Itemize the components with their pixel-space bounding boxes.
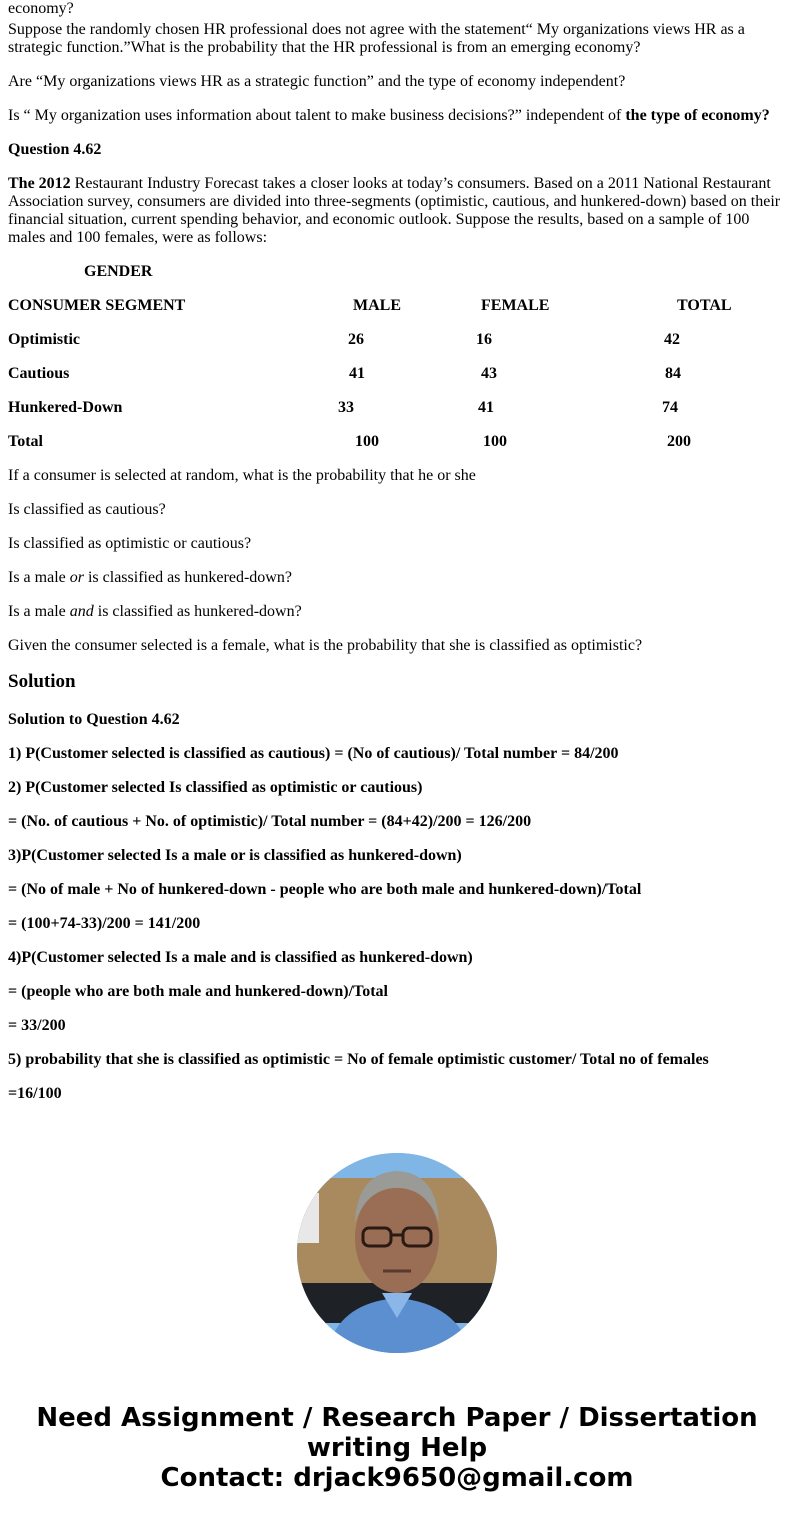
- solution-text: 3)P(Customer selected Is a male or is classified as hunkered-down): [8, 847, 462, 864]
- cell: 100: [483, 433, 507, 450]
- col-header: MALE: [353, 297, 401, 314]
- paragraph: If a consumer is selected at random, what is the probability that he or she: [8, 467, 476, 484]
- solution-text: Solution to Question 4.62: [8, 711, 180, 728]
- cell: Hunkered-Down: [8, 399, 123, 416]
- solution-line: [8, 847, 784, 865]
- cell: 33: [338, 399, 354, 416]
- cell: 84: [665, 365, 681, 382]
- solution-text: =16/100: [8, 1085, 62, 1102]
- gender-header: GENDER: [84, 263, 153, 280]
- paragraph: Given the consumer selected is a female, what is the probability that she is classified as optimistic?: [8, 637, 643, 654]
- cell: 42: [664, 331, 680, 348]
- footer-line: Need Assignment / Research Paper / Dissertation: [36, 1403, 758, 1433]
- solution-line: [8, 813, 784, 831]
- paragraph: Suppose the randomly chosen HR professional does not agree with the statement“ My organizations views HR as a strategic function.”What is the probability that the HR professional is from an emerging economy?: [8, 21, 745, 56]
- solution-text: 4)P(Customer selected Is a male and is classified as hunkered-down): [8, 949, 473, 966]
- cell: 41: [349, 365, 365, 382]
- solution-text: = (No. of cautious + No. of optimistic)/ Total number = (84+42)/200 = 126/200: [8, 813, 532, 830]
- cell: 74: [662, 399, 678, 416]
- footer-contact: Contact: drjack9650@gmail.com: [160, 1463, 634, 1493]
- solution-line: [8, 915, 784, 933]
- text: Is “ My organization uses information about talent to make business decisions?” independent of: [8, 107, 626, 124]
- text: Is a male: [8, 603, 70, 620]
- text: is classified as hunkered-down?: [93, 603, 302, 620]
- table-row: [8, 365, 784, 383]
- solution-line: [8, 949, 784, 967]
- solution-text: = 33/200: [8, 1017, 66, 1034]
- question-title: [8, 141, 784, 159]
- cell: Cautious: [8, 365, 70, 382]
- table-group-header: [8, 263, 784, 281]
- paragraph: Is classified as cautious?: [8, 501, 166, 518]
- table-row: [8, 331, 784, 349]
- col-header: FEMALE: [481, 297, 550, 314]
- solution-text: 2) P(Customer selected Is classified as optimistic or cautious): [8, 779, 423, 796]
- table-row: [8, 399, 784, 417]
- solution-line: [8, 1017, 784, 1035]
- cell: 200: [667, 433, 691, 450]
- question-lead: [8, 175, 784, 247]
- bold-text: the type of economy?: [625, 107, 770, 124]
- solution-line: [8, 779, 784, 797]
- solution-text: = (100+74-33)/200 = 141/200: [8, 915, 201, 932]
- text: Is a male: [8, 569, 70, 586]
- cell: 16: [476, 331, 492, 348]
- question-title-text: Question 4.62: [8, 141, 102, 158]
- data-table: [8, 263, 784, 451]
- portrait-image: [297, 1153, 497, 1353]
- paragraph: [8, 603, 784, 621]
- paragraph: [8, 569, 784, 587]
- col-header: TOTAL: [677, 297, 732, 314]
- solution-text: = (No of male + No of hunkered-down - people who are both male and hunkered-down)/Total: [8, 881, 642, 898]
- solution-text: = (people who are both male and hunkered-down)/Total: [8, 983, 388, 1000]
- solution-line: [8, 745, 784, 763]
- author-avatar: [297, 1153, 497, 1353]
- document-body: [8, 0, 784, 1119]
- paragraph: economy?: [8, 0, 74, 17]
- bold-text: The 2012: [8, 175, 71, 192]
- solution-line: [8, 711, 784, 729]
- paragraph: Is classified as optimistic or cautious?: [8, 535, 252, 552]
- solution-line: [8, 983, 784, 1001]
- footer-line: writing Help: [306, 1433, 488, 1463]
- italic-text: or: [69, 569, 84, 586]
- solution-line: [8, 1051, 784, 1069]
- italic-text: and: [69, 603, 94, 620]
- paragraph: Are “My organizations views HR as a strategic function” and the type of economy independent?: [8, 73, 626, 90]
- solution-line: [8, 1085, 784, 1103]
- cell: 41: [478, 399, 494, 416]
- col-header: CONSUMER SEGMENT: [8, 297, 186, 314]
- cell: 43: [481, 365, 497, 382]
- table-row: [8, 433, 784, 451]
- solution-text: 5) probability that she is classified as optimistic = No of female optimistic customer/ Total no of females: [8, 1051, 709, 1068]
- cell: Optimistic: [8, 331, 80, 348]
- text: Restaurant Industry Forecast takes a closer looks at today’s consumers. Based on a 2011 National Restaurant Association survey, consumers are divided into three-segments (optimistic, cautious, and hunkered-down) based on their financial situation, current spending behavior, and economic outlook. Suppose the results, based on a sample of 100 males and 100 females, were as follows:: [8, 175, 781, 246]
- paragraph: [8, 107, 784, 125]
- cell: Total: [8, 433, 43, 450]
- cell: 26: [348, 331, 364, 348]
- text: is classified as hunkered-down?: [83, 569, 292, 586]
- solution-line: [8, 881, 784, 899]
- table-header-row: [8, 297, 784, 315]
- cell: 100: [355, 433, 379, 450]
- solution-text: 1) P(Customer selected is classified as cautious) = (No of cautious)/ Total number = 84/200: [8, 745, 619, 762]
- solution-heading: Solution: [8, 671, 76, 692]
- footer-banner: [0, 1403, 794, 1493]
